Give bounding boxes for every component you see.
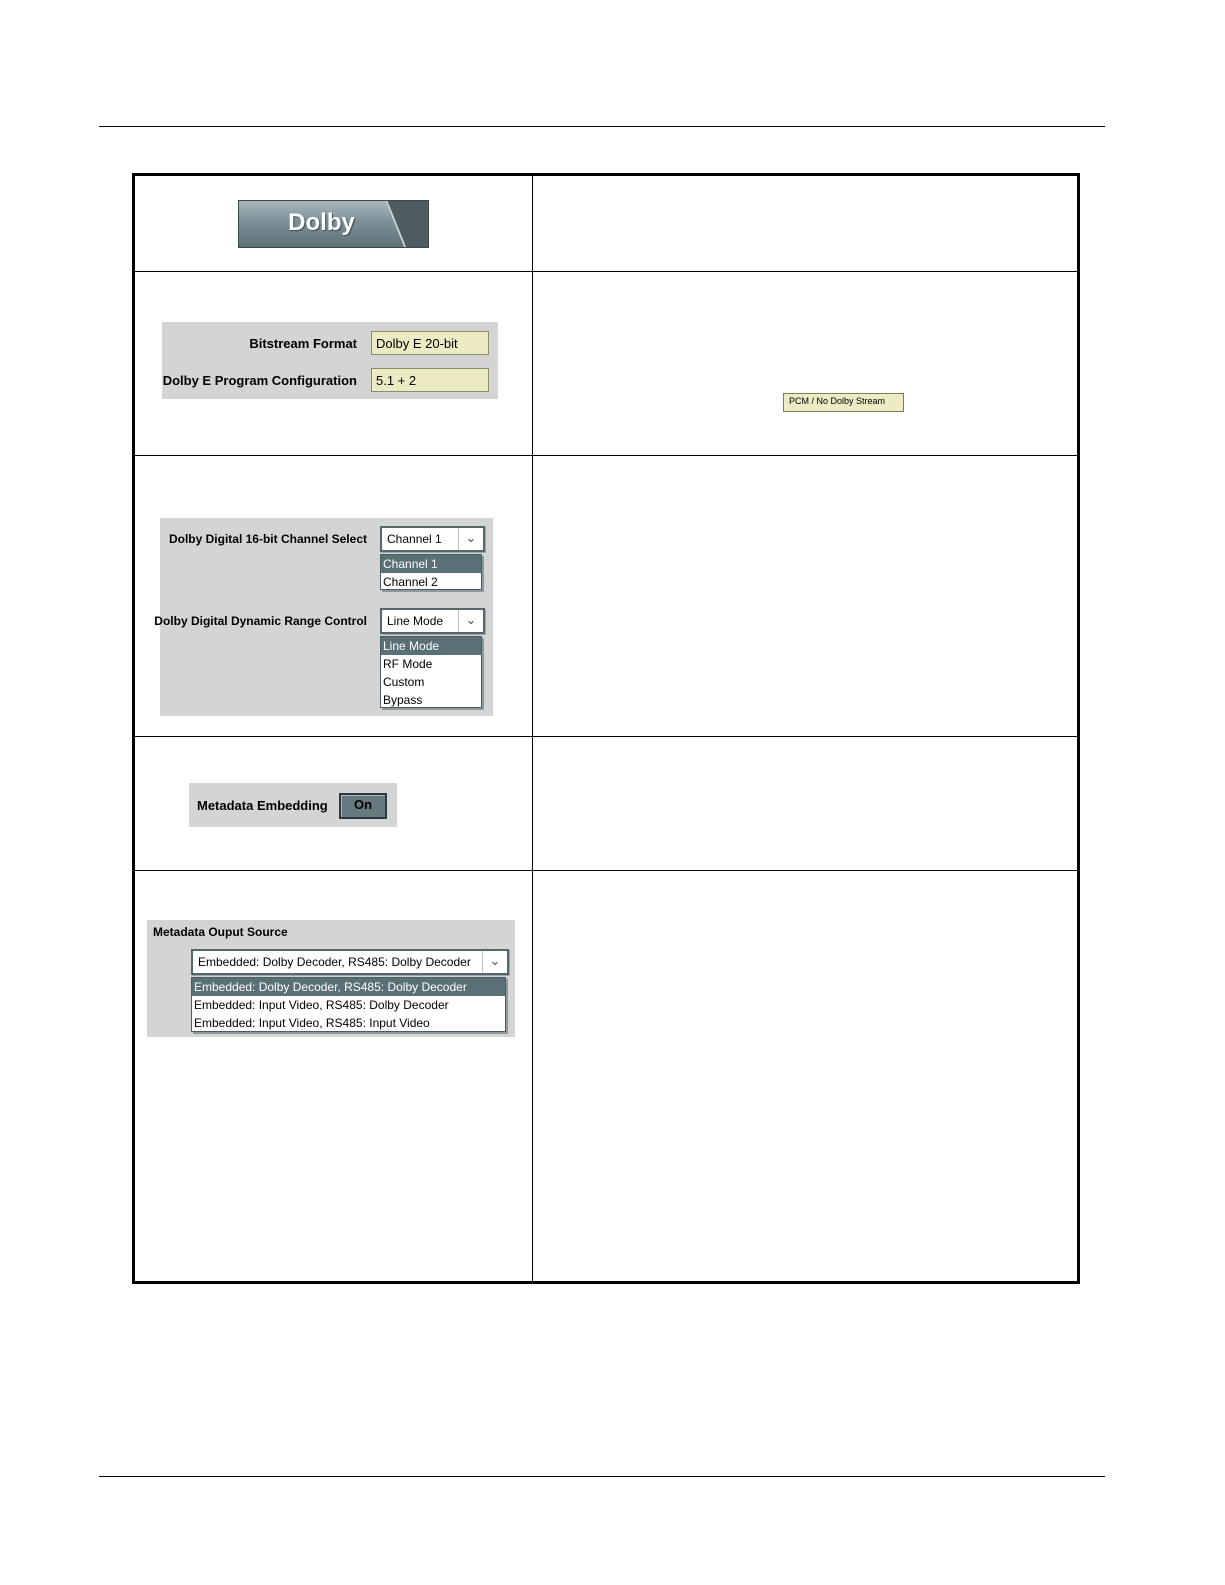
metadata-embedding-toggle[interactable]: On [339,793,387,819]
bitstream-format-label: Bitstream Format [249,336,357,351]
channel-option[interactable]: Channel 2 [383,575,438,589]
metadata-output-label: Metadata Ouput Source [153,925,288,939]
metadata-output-option[interactable]: Embedded: Input Video, RS485: Input Video [194,1016,430,1030]
column-divider [532,176,533,1281]
drc-options [380,636,482,708]
metadata-output-option[interactable]: Embedded: Dolby Decoder, RS485: Dolby Decoder [192,978,505,996]
row-divider [135,455,1077,456]
chevron-down-icon[interactable]: ⌄ [458,528,483,550]
metadata-output-options [191,977,506,1032]
chevron-down-icon[interactable]: ⌄ [482,951,507,973]
bitstream-format-field: Dolby E 20-bit [371,331,489,355]
metadata-embedding-panel [189,783,397,827]
settings-table [132,173,1080,1284]
metadata-output-panel [147,920,515,1037]
drc-dropdown[interactable] [380,608,485,634]
metadata-embedding-label: Metadata Embedding [197,798,328,813]
drc-option[interactable]: Line Mode [381,637,481,655]
channel-select-value: Channel 1 [387,532,442,546]
program-configuration-field: 5.1 + 2 [371,368,489,392]
bitstream-panel [162,322,498,399]
channel-select-dropdown[interactable] [380,526,485,552]
dolby-digital-panel [154,518,493,716]
metadata-output-value: Embedded: Dolby Decoder, RS485: Dolby Decoder [198,955,471,969]
metadata-output-option[interactable]: Embedded: Input Video, RS485: Dolby Decoder [194,998,449,1012]
dolby-tab[interactable] [238,200,429,248]
row-divider [135,271,1077,272]
channel-option[interactable]: Channel 1 [381,555,481,573]
channel-select-label: Dolby Digital 16-bit Channel Select [168,532,367,546]
status-field-example: PCM / No Dolby Stream [783,393,904,412]
drc-option[interactable]: Custom [383,675,425,689]
drc-option[interactable]: Bypass [383,693,423,707]
drc-option[interactable]: RF Mode [383,657,433,671]
drc-label: Dolby Digital Dynamic Range Control [154,614,367,628]
header-rule [99,126,1105,127]
row-divider [135,870,1077,871]
program-configuration-label: Dolby E Program Configuration [162,373,357,388]
dolby-tab-label: Dolby [288,209,355,236]
drc-value: Line Mode [387,614,444,628]
channel-select-options [380,554,482,590]
row-divider [135,736,1077,737]
metadata-output-dropdown[interactable] [191,949,509,975]
chevron-down-icon[interactable]: ⌄ [458,610,483,632]
footer-rule [99,1476,1105,1477]
